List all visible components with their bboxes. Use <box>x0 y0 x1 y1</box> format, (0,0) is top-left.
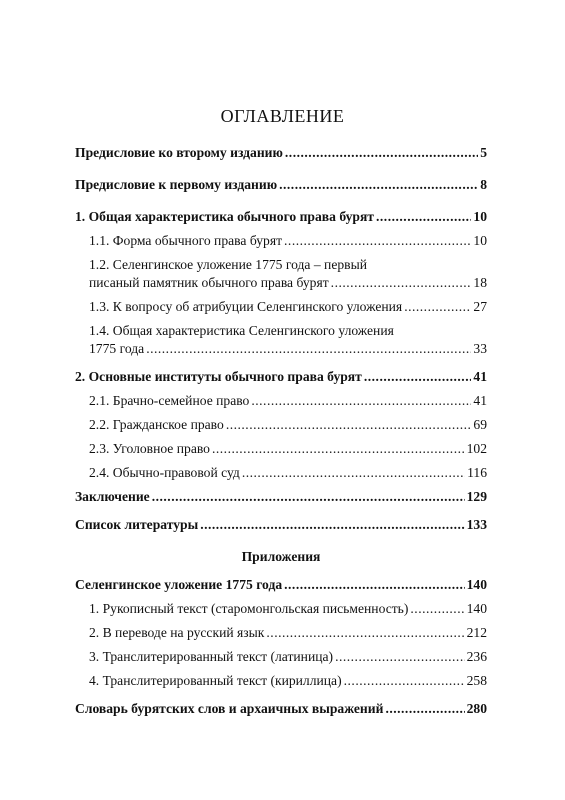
toc-entry-appendix-1[interactable]: 1. Рукописный текст (старомонгольская письменность) ..... 140 <box>75 600 487 618</box>
page-number: 280 <box>466 701 487 716</box>
toc-entry-1-4[interactable]: 1.4. Общая характеристика Селенгинского уложения 1775 года ..... 33 <box>75 322 487 358</box>
leader-dots <box>335 648 465 666</box>
page-number: 41 <box>473 369 487 384</box>
leader-dots <box>410 600 464 618</box>
leader-dots <box>226 416 472 434</box>
page-number: 129 <box>466 489 487 504</box>
page-number: 258 <box>466 673 487 688</box>
page-number: 10 <box>473 233 487 248</box>
leader-dots <box>200 516 464 534</box>
page-title: ОГЛАВЛЕНИЕ <box>220 106 345 126</box>
leader-dots <box>279 176 478 194</box>
page-number: 116 <box>467 465 487 480</box>
page-number: 102 <box>466 441 487 456</box>
leader-dots <box>242 464 465 482</box>
page-number: 33 <box>473 341 487 356</box>
page-number: 236 <box>466 649 487 664</box>
page-number: 27 <box>473 299 487 314</box>
leader-dots <box>385 700 464 718</box>
page-number: 140 <box>466 577 487 592</box>
toc-entry-selenga-code[interactable]: Селенгинское уложение 1775 года ..... 140 <box>75 576 487 594</box>
toc-entry-preface-first[interactable]: Предисловие к первому изданию ..... 8 <box>75 176 487 194</box>
page-number: 10 <box>473 209 487 224</box>
page-number: 8 <box>480 177 487 192</box>
page-number: 140 <box>466 601 487 616</box>
toc-entry-literature[interactable]: Список литературы ..... 133 <box>75 516 487 534</box>
toc-entry-appendix-4[interactable]: 4. Транслитерированный текст (кириллица) ..... 258 <box>75 672 487 690</box>
toc-entry-appendix-2[interactable]: 2. В переводе на русский язык ..... 212 <box>75 624 487 642</box>
page-number: 69 <box>473 417 487 432</box>
toc-entry-conclusion[interactable]: Заключение ..... 129 <box>75 488 487 506</box>
page-number: 41 <box>473 393 487 408</box>
page-number: 5 <box>480 145 487 160</box>
leader-dots <box>146 340 471 358</box>
leader-dots <box>212 440 465 458</box>
leader-dots <box>152 488 465 506</box>
leader-dots <box>251 392 471 410</box>
leader-dots <box>284 232 471 250</box>
leader-dots <box>376 208 471 226</box>
toc-entry-2-1[interactable]: 2.1. Брачно-семейное право ..... 41 <box>75 392 487 410</box>
page-number: 133 <box>466 517 487 532</box>
toc-entry-chapter-1[interactable]: 1. Общая характеристика обычного права бурят ..... 10 <box>75 208 487 226</box>
toc-entry-1-3[interactable]: 1.3. К вопросу об атрибуции Селенгинского уложения ..... 27 <box>75 298 487 316</box>
toc-entry-chapter-2[interactable]: 2. Основные институты обычного права бурят ..... 41 <box>75 368 487 386</box>
leader-dots <box>344 672 465 690</box>
leader-dots <box>284 576 464 594</box>
leader-dots <box>404 298 471 316</box>
toc-entry-dictionary[interactable]: Словарь бурятских слов и архаичных выражений ..... 280 <box>75 700 487 718</box>
toc-entry-appendix-3[interactable]: 3. Транслитерированный текст (латиница) ..... 236 <box>75 648 487 666</box>
page-number: 212 <box>466 625 487 640</box>
toc-entry-2-4[interactable]: 2.4. Обычно-правовой суд ..... 116 <box>75 464 487 482</box>
leader-dots <box>285 144 478 162</box>
leader-dots <box>266 624 464 642</box>
toc-entry-preface-second[interactable]: Предисловие ко второму изданию ..... 5 <box>75 144 487 162</box>
toc-entry-1-2[interactable]: 1.2. Селенгинское уложение 1775 года – первый писаный памятник обычного права бурят ..... 18 <box>75 256 487 292</box>
table-of-contents <box>75 144 487 718</box>
toc-entry-2-2[interactable]: 2.2. Гражданское право ..... 69 <box>75 416 487 434</box>
toc-entry-1-1[interactable]: 1.1. Форма обычного права бурят ..... 10 <box>75 232 487 250</box>
toc-entry-2-3[interactable]: 2.3. Уголовное право ..... 102 <box>75 440 487 458</box>
leader-dots <box>331 274 472 292</box>
appendix-heading: Приложения <box>241 549 321 564</box>
page-number: 18 <box>473 275 487 290</box>
leader-dots <box>364 368 472 386</box>
